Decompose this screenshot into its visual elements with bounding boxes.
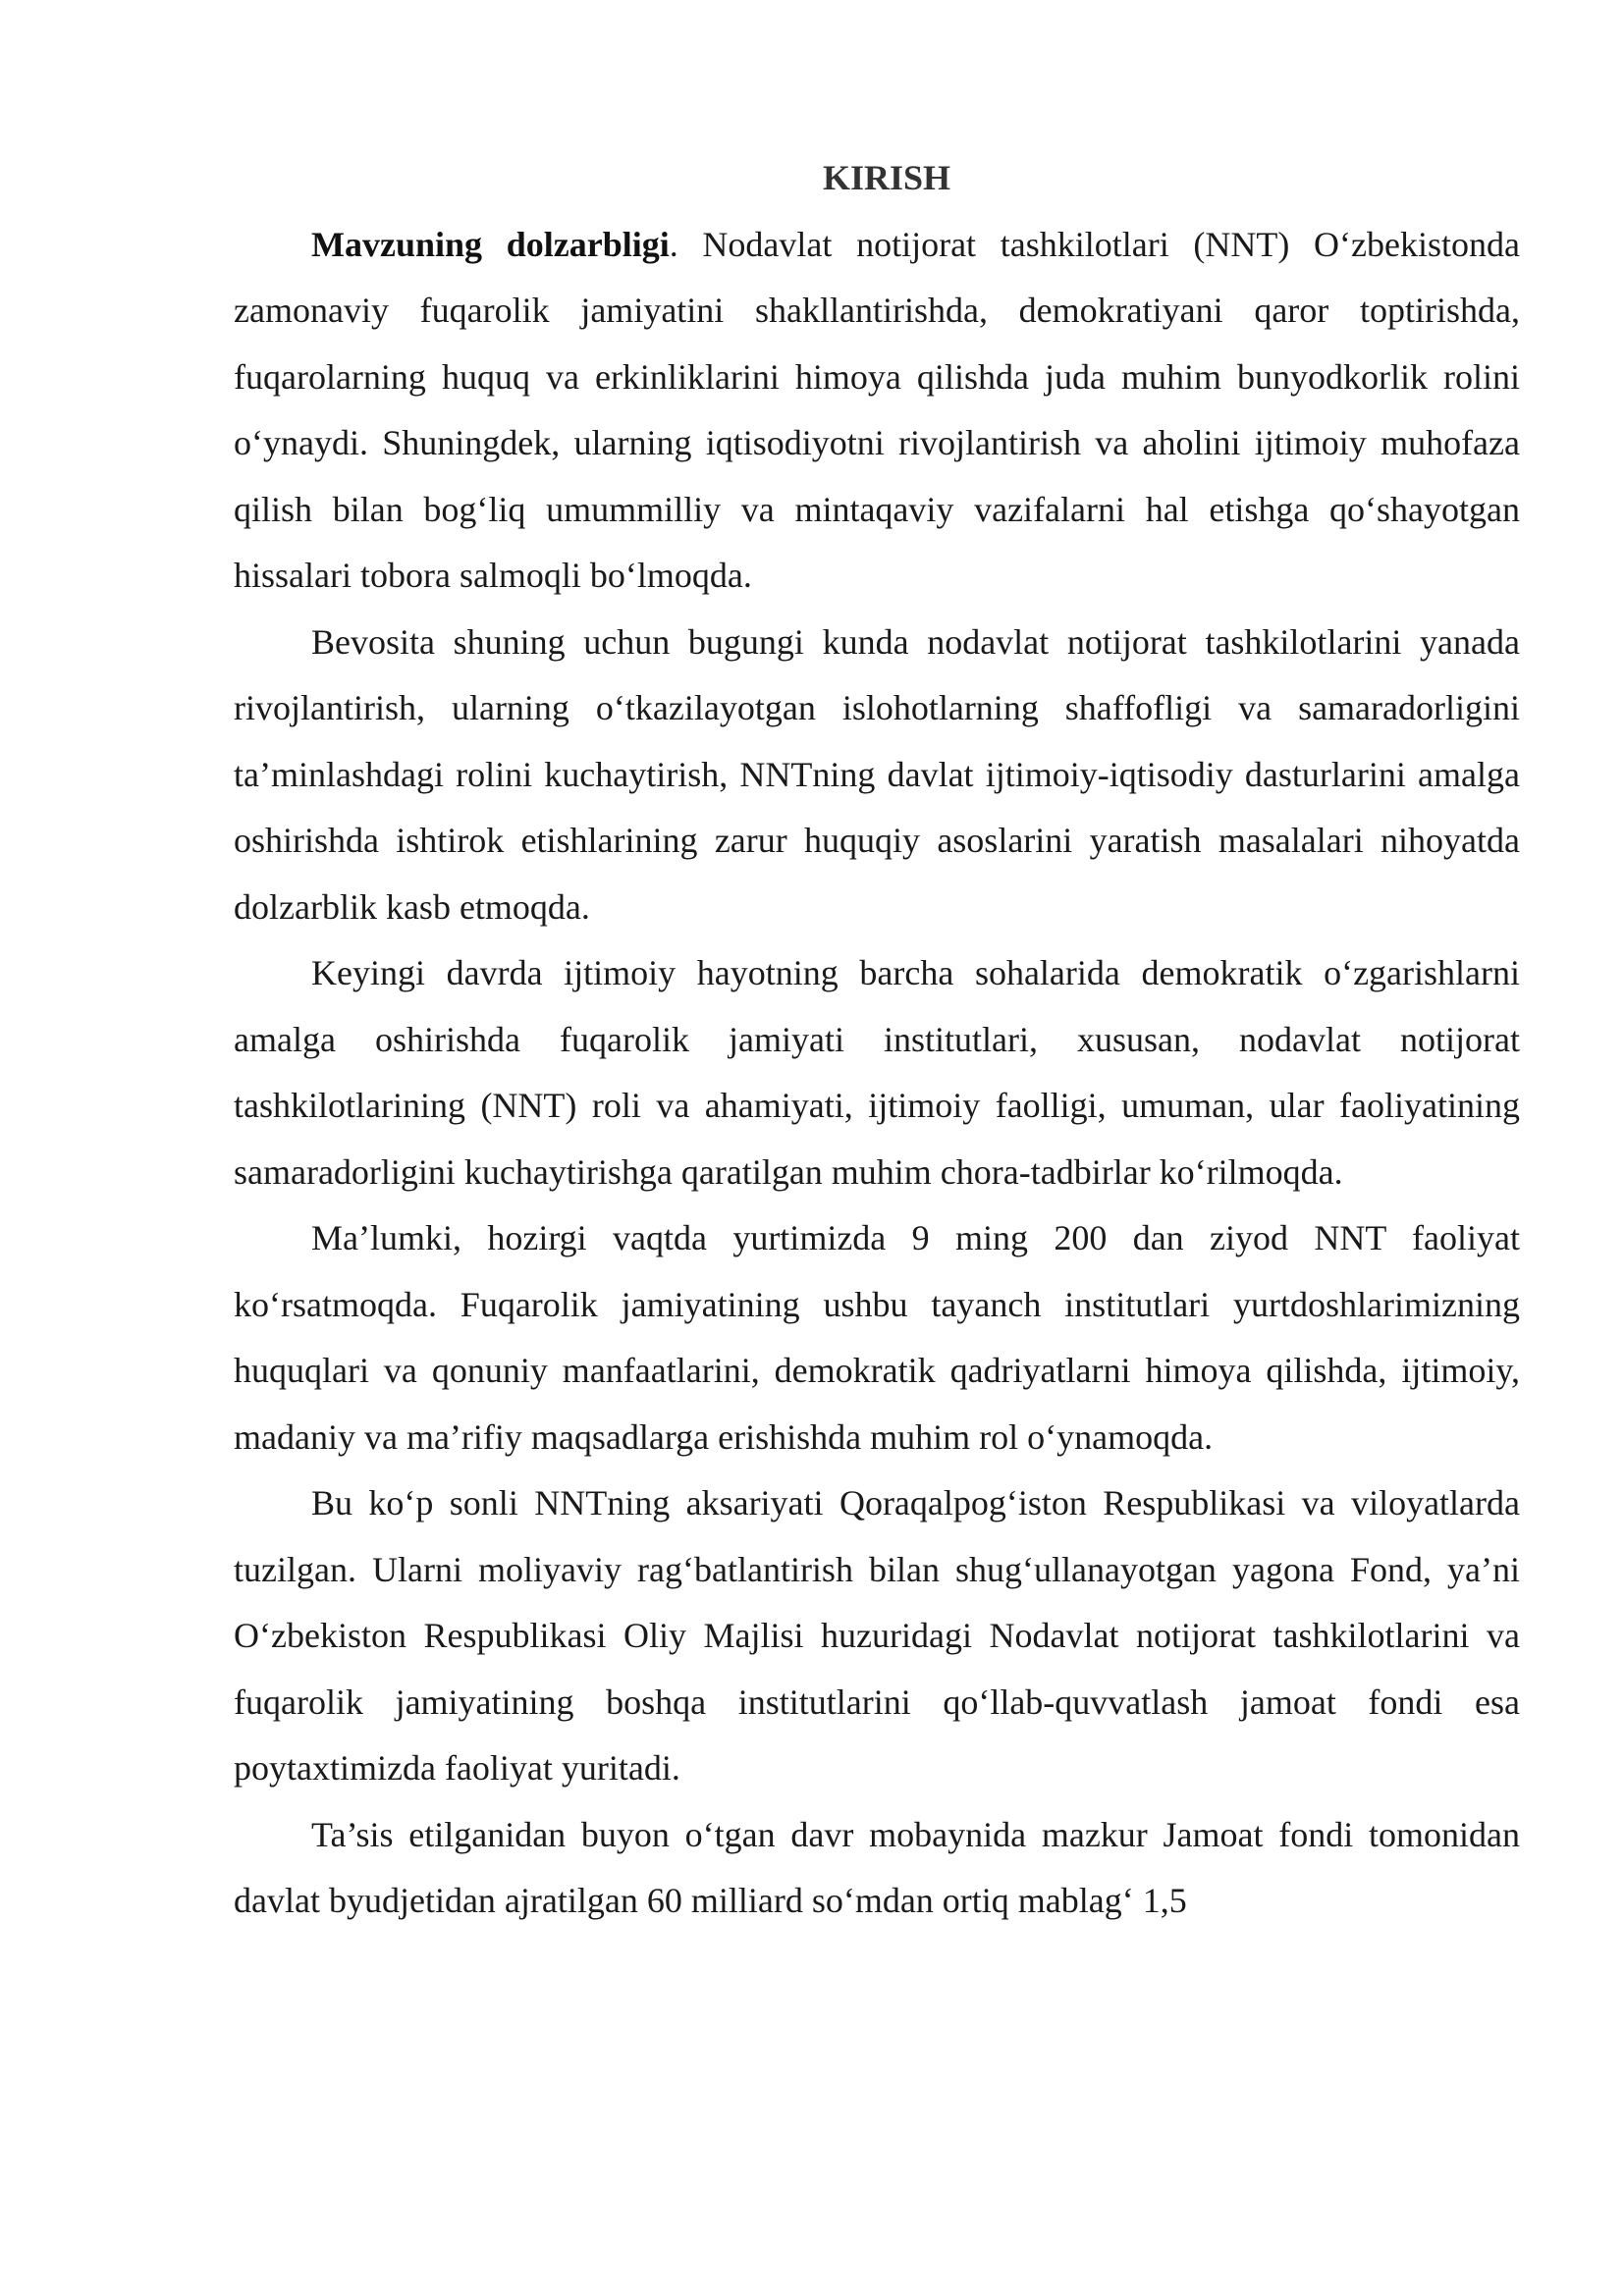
paragraph-text: . Nodavlat notijorat tashkilotlari (NNT) O‘zbekistonda zamonaviy fuqarolik jamiyatini shakllantirishda, demokratiyani qaror toptirishda, fuqarolarning huquq va erkinliklarini himoya qilishda juda muhim bunyodkorlik rolini o‘ynaydi. Shuningdek, ularning iqtisodiyotni rivojlantirish va aholini ijtimoiy muhofaza qilish bilan bog‘liq umummilliy va mintaqaviy vazifalarni hal etishga qo‘shayotgan hissalari tobora salmoqli bo‘lmoqda. <box>234 224 1520 595</box>
paragraph-lead-heading: Mavzuning dolzarbligi <box>311 224 670 264</box>
document-body <box>234 145 1520 1935</box>
paragraph-relevance <box>234 212 1520 610</box>
paragraph: Keyingi davrda ijtimoiy hayotning barcha sohalarida demokratik o‘zgarishlarni amalga oshirishda fuqarolik jamiyati institutlari, xususan, nodavlat notijorat tashkilotlarining (NNT) roli va ahamiyati, ijtimoiy faolligi, umuman, ular faoliyatining samaradorligini kuchaytirishga qaratilgan muhim chora-tadbirlar ko‘rilmoqda. <box>234 953 1520 1192</box>
section-title: KIRISH <box>822 158 951 197</box>
paragraph: Bevosita shuning uchun bugungi kunda nodavlat notijorat tashkilotlarini yanada rivojlantirish, ularning o‘tkazilayotgan islohotlarning shaffofligi va samaradorligini ta’minlashdagi rolini kuchaytirish, NNTning davlat ijtimoiy-iqtisodiy dasturlarini amalga oshirishda ishtirok etishlarining zarur huquqiy asoslarini yaratish masalalari nihoyatda dolzarblik kasb etmoqda. <box>234 621 1520 927</box>
paragraph: Ma’lumki, hozirgi vaqtda yurtimizda 9 ming 200 dan ziyod NNT faoliyat ko‘rsatmoqda. Fuqarolik jamiyatining ushbu tayanch institutlari yurtdoshlarimizning huquqlari va qonuniy manfaatlarini, demokratik qadriyatlarni himoya qilishda, ijtimoiy, madaniy va ma’rifiy maqsadlarga erishishda muhim rol o‘ynamoqda. <box>234 1218 1520 1457</box>
paragraph: Bu ko‘p sonli NNTning aksariyati Qoraqalpog‘iston Respublikasi va viloyatlarda tuzilgan. Ularni moliyaviy rag‘batlantirish bilan shug‘ullanayotgan yagona Fond, ya’ni O‘zbekiston Respublikasi Oliy Majlisi huzuridagi Nodavlat notijorat tashkilotlarini va fuqarolik jamiyatining boshqa institutlarini qo‘llab-quvvatlash jamoat fondi esa poytaxtimizda faoliyat yuritadi. <box>234 1483 1520 1788</box>
paragraph: Ta’sis etilganidan buyon o‘tgan davr mobaynida mazkur Jamoat fondi tomonidan davlat byudjetidan ajratilgan 60 milliard so‘mdan ortiq mablag‘ 1,5 <box>234 1814 1520 1920</box>
